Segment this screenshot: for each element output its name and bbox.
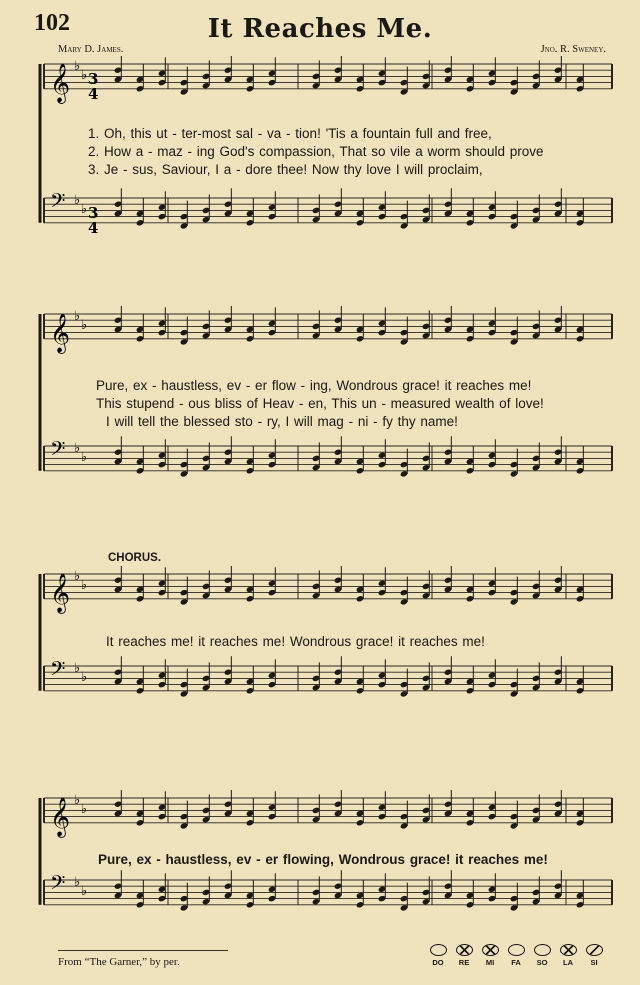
shape-re xyxy=(454,944,474,967)
verse-3-line-a: 3. Je - sus, Saviour, I a - dore thee! Now thy love I will proclaim, xyxy=(88,162,483,177)
treble-clef-icon: 𝄞 xyxy=(50,312,71,353)
page-number: 102 xyxy=(34,10,70,36)
flat-icon: ♭ xyxy=(74,308,81,323)
shape-note-legend xyxy=(428,944,604,967)
flat-icon: ♭ xyxy=(74,874,81,889)
crossed-oval-note-icon xyxy=(560,944,577,956)
treble-clef-icon: 𝄞 xyxy=(50,62,71,103)
flat-icon: ♭ xyxy=(74,568,81,583)
crossed-oval-note-icon xyxy=(482,944,499,956)
verse-2-line-b: This stupend - ous bliss of Heav - en, This un - measured wealth of love! xyxy=(96,396,544,411)
shape-label: LA xyxy=(563,958,573,967)
music-system-2 xyxy=(0,306,640,511)
chorus-line-1: It reaches me! it reaches me! Wondrous grace! it reaches me! xyxy=(106,634,485,649)
bass-staff xyxy=(44,656,612,697)
flat-icon: ♭ xyxy=(81,67,88,82)
verse-3-line-b: I will tell the blessed sto - ry, I will mag - ni - fy thy name! xyxy=(106,414,458,429)
shape-label: MI xyxy=(485,958,495,967)
treble-staff xyxy=(44,566,612,614)
shape-label: FA xyxy=(511,958,521,967)
shape-so xyxy=(532,944,552,967)
music-system-3 xyxy=(0,566,640,731)
music-system-4 xyxy=(0,790,640,945)
bass-clef-icon: 𝄢 xyxy=(50,871,66,899)
flat-icon: ♭ xyxy=(81,883,88,898)
crossed-oval-note-icon xyxy=(456,944,473,956)
flat-icon: ♭ xyxy=(74,792,81,807)
flat-icon: ♭ xyxy=(81,449,88,464)
flat-icon: ♭ xyxy=(81,577,88,592)
bass-staff xyxy=(44,870,612,911)
flat-icon: ♭ xyxy=(81,801,88,816)
bass-staff xyxy=(44,436,612,477)
flat-icon: ♭ xyxy=(74,192,81,207)
bass-clef-icon: 𝄢 xyxy=(50,189,66,217)
bass-time-signature-bottom: 4 xyxy=(88,219,99,237)
shape-label: SI xyxy=(590,958,598,967)
treble-staff xyxy=(44,56,612,104)
treble-clef-icon: 𝄞 xyxy=(50,572,71,613)
treble-staff xyxy=(44,306,612,354)
verse-2-line-a: 2. How a - maz - ing God's compassion, That so vile a worm should prove xyxy=(88,144,544,159)
shape-label: SO xyxy=(536,958,548,967)
shape-label: RE xyxy=(458,958,470,967)
shape-si xyxy=(584,944,604,967)
verse-1-line-b: Pure, ex - haustless, ev - er flow - ing, Wondrous grace! it reaches me! xyxy=(96,378,532,393)
shape-mi xyxy=(480,944,500,967)
shape-fa xyxy=(506,944,526,967)
chorus-label: CHORUS. xyxy=(108,552,162,564)
flat-icon: ♭ xyxy=(81,669,88,684)
verse-1-line-a: 1. Oh, this ut - ter-most sal - va - tion! 'Tis a fountain full and free, xyxy=(88,126,492,141)
treble-staff xyxy=(44,790,612,838)
footer-rule xyxy=(58,950,228,951)
shape-do xyxy=(428,944,448,967)
bass-time-signature-top: 3 xyxy=(88,204,99,222)
bass-staff xyxy=(44,188,612,229)
oval-note-icon xyxy=(534,944,551,956)
oval-note-icon xyxy=(430,944,447,956)
flat-icon: ♭ xyxy=(81,317,88,332)
shape-label: DO xyxy=(432,958,444,967)
time-signature-top: 3 xyxy=(88,70,99,88)
flat-icon: ♭ xyxy=(74,58,81,73)
bass-clef-icon: 𝄢 xyxy=(50,437,66,465)
slashed-oval-note-icon xyxy=(586,944,603,956)
time-signature-bottom: 4 xyxy=(88,85,99,103)
lyricist-credit: Mary D. James. xyxy=(58,44,124,55)
footer-credit: From “The Garner,” by per. xyxy=(58,956,180,968)
bass-clef-icon: 𝄢 xyxy=(50,657,66,685)
chorus-line-2: Pure, ex - haustless, ev - er flowing, Wondrous grace! it reaches me! xyxy=(98,852,548,867)
flat-icon: ♭ xyxy=(74,660,81,675)
music-system-1 xyxy=(0,56,640,281)
flat-icon: ♭ xyxy=(81,201,88,216)
hymn-title: It Reaches Me. xyxy=(207,14,433,44)
flat-icon: ♭ xyxy=(74,440,81,455)
oval-note-icon xyxy=(508,944,525,956)
treble-clef-icon: 𝄞 xyxy=(50,796,71,837)
composer-credit: Jno. R. Sweney. xyxy=(540,44,606,55)
shape-la xyxy=(558,944,578,967)
